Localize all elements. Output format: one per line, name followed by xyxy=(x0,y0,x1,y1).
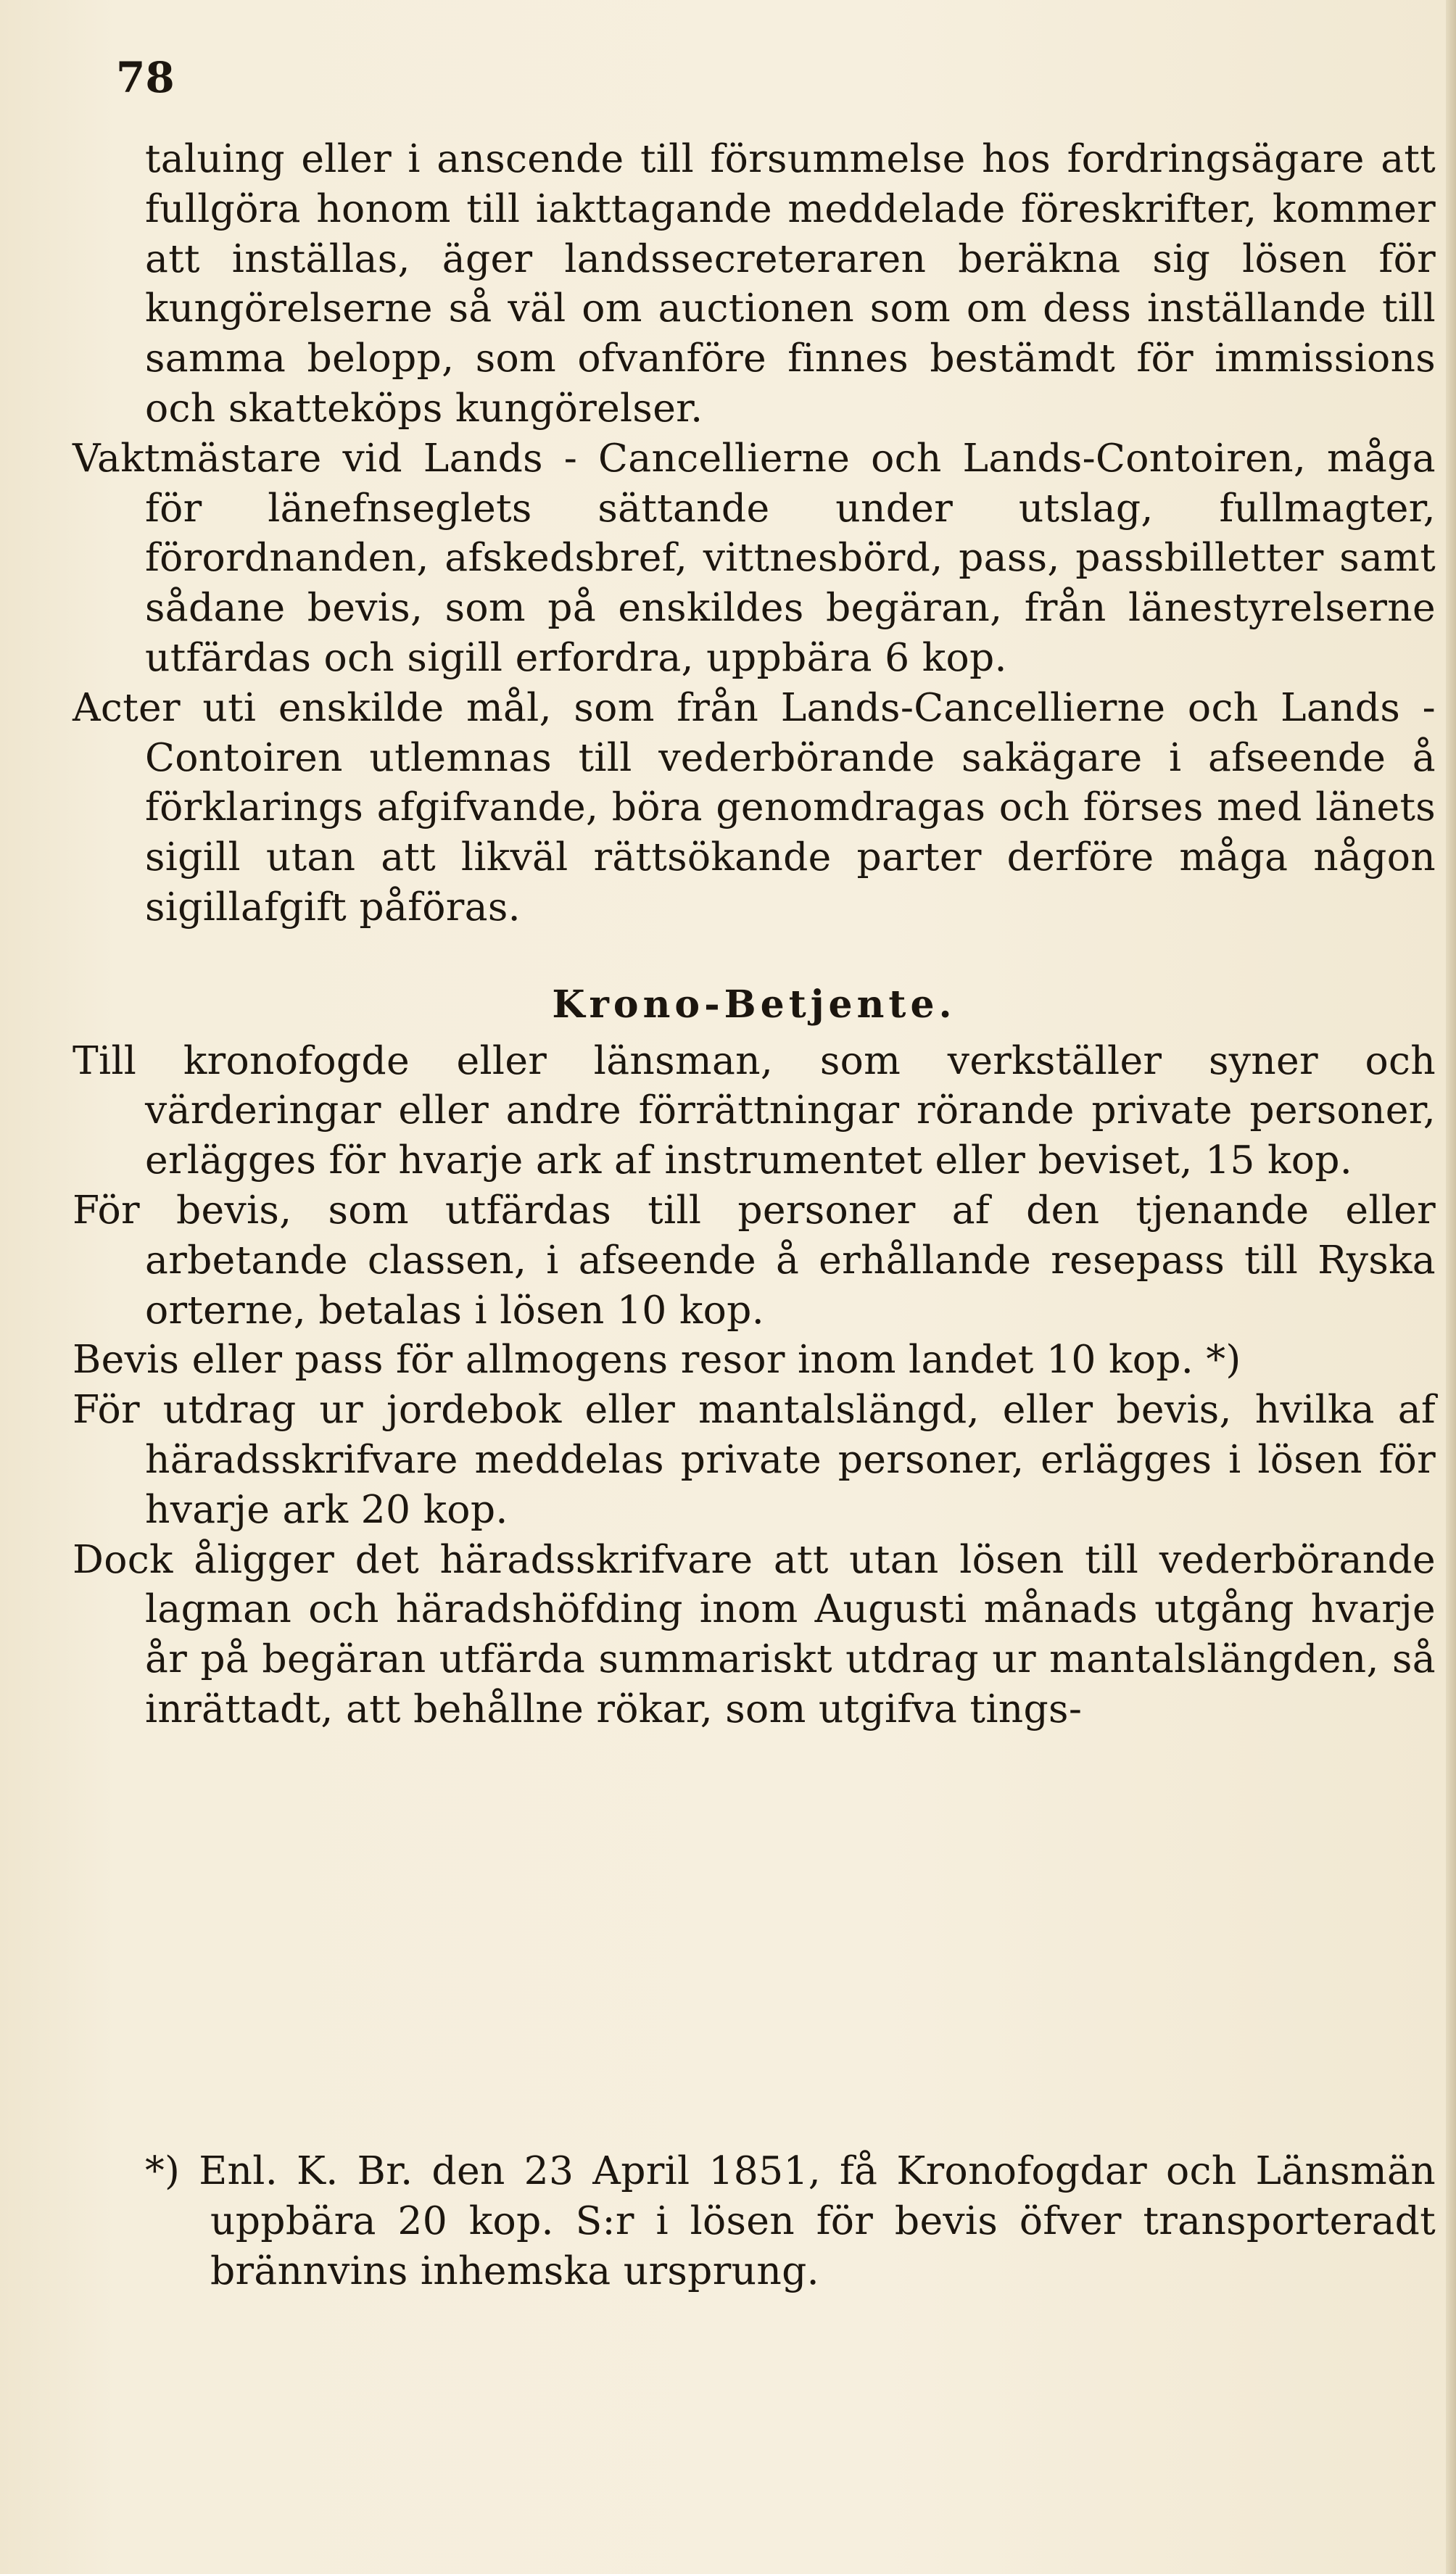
body-text xyxy=(73,134,1436,1734)
page-edge xyxy=(1446,0,1456,2574)
paragraph-haradsskrifvare: Dock åligger det häradsskrifvare att utan lösen till vederbörande lagman och häradshöfding inom Augusti månads utgång hvarje år på begäran utfärda summariskt utdrag ur mantalslängden, så inrättadt, att behållne rökar, som utgifva tings- xyxy=(73,1536,1436,1731)
page-number: 78 xyxy=(116,53,175,102)
paragraph-continuation: taluing eller i anscende till försummelse hos fordringsägare att fullgöra honom till iakttagande meddelade föreskrifter, kommer att inställas, äger landssecreteraren beräkna sig lösen för kungörelserne så väl om auctionen som om dess inställande till samma belopp, som ofvanföre finnes bestämdt för immissions och skatteköps kungörelser. xyxy=(145,136,1436,431)
paragraph-bevis-resepass: För bevis, som utfärdas till personer af den tjenande eller arbetande classen, i afseende å erhållande resepass till Ryska orterne, betalas i lösen 10 kop. xyxy=(73,1186,1436,1333)
footnote-text: *) Enl. K. Br. den 23 April 1851, få Kronofogdar och Länsmän uppbära 20 kop. S:r i lösen för bevis öfver transporteradt brännvins inhemska ursprung. xyxy=(145,2148,1436,2293)
paragraph-acter: Acter uti enskilde mål, som från Lands-Cancellierne och Lands - Contoiren utlemnas till vederbörande sakägare i afseende å förklarings afgifvande, böra genomdragas och förses med länets sigill utan att likväl rättsökande parter derföre måga någon sigillafgift påföras. xyxy=(73,684,1436,930)
footnote xyxy=(145,2146,1436,2296)
paragraph-allmogens-resor: Bevis eller pass för allmogens resor inom landet 10 kop. *) xyxy=(73,1336,1241,1383)
paragraph-vaktmastare: Vaktmästare vid Lands - Cancellierne och Lands-Contoiren, måga för länefnseglets sättande under utslag, fullmagter, förordnanden, afskedsbref, vittnesbörd, pass, passbilletter samt sådane bevis, som på enskildes begäran, från länestyrelserne utfärdas och sigill erfordra, uppbära 6 kop. xyxy=(73,434,1436,680)
paragraph-utdrag: För utdrag ur jordebok eller mantalslängd, eller bevis, hvilka af häradsskrifvare meddelas private personer, erlägges i lösen för hvarje ark 20 kop. xyxy=(73,1386,1436,1532)
section-heading: Krono-Betjente. xyxy=(552,982,956,1027)
paragraph-kronofogde: Till kronofogde eller länsman, som verkställer syner och värderingar eller andre förrättningar rörande private personer, erlägges för hvarje ark af instrumentet eller beviset, 15 kop. xyxy=(73,1037,1436,1183)
